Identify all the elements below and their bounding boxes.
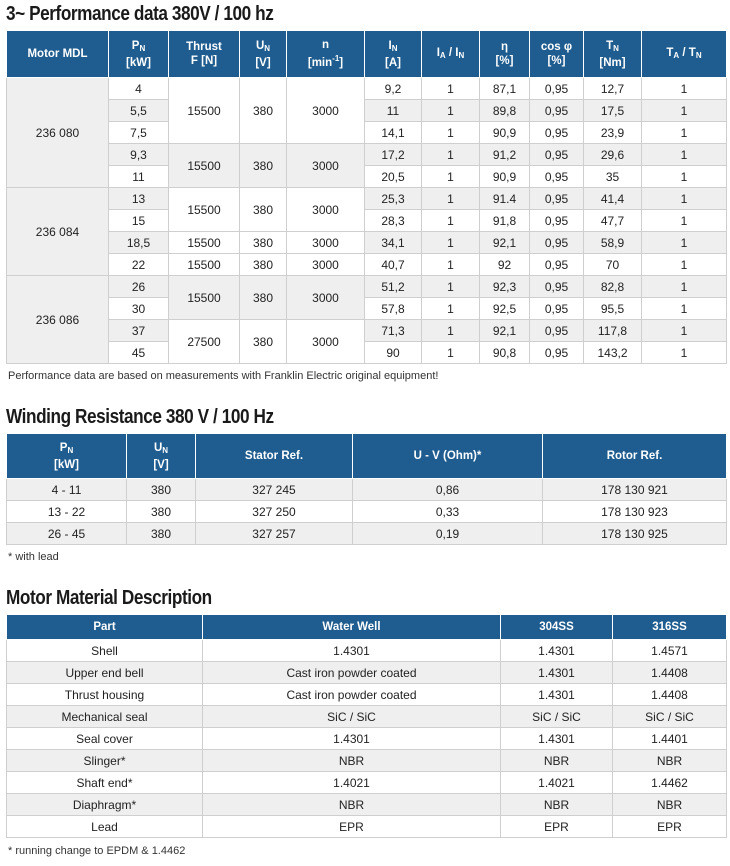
header-motor: Motor MDL — [7, 31, 109, 78]
eta-cell: 91,8 — [480, 210, 530, 232]
header-in: $I_N$ [A] — [365, 31, 422, 78]
un-cell: 380 — [240, 320, 287, 364]
power-cell: 18,5 — [109, 232, 169, 254]
material-ss304-cell: 1.4301 — [501, 640, 613, 662]
table-row — [7, 122, 727, 144]
ia-cell: 1 — [422, 166, 480, 188]
table-row — [7, 479, 727, 501]
eta-cell: 91,2 — [480, 144, 530, 166]
tn-cell: 70 — [584, 254, 642, 276]
winding-header-rotor: Rotor Ref. — [543, 434, 727, 479]
winding-header-pn: $P_N$ [kW] — [7, 434, 127, 479]
thrust-cell: 27500 — [169, 320, 240, 364]
material-ww-cell: Cast iron powder coated — [203, 662, 501, 684]
motor-model-cell: 236 084 — [7, 188, 109, 276]
in-cell: 51,2 — [365, 276, 422, 298]
winding-stator-cell: 327 250 — [196, 501, 353, 523]
tn-cell: 29,6 — [584, 144, 642, 166]
eta-cell: 92 — [480, 254, 530, 276]
winding-header-uv: U - V (Ohm)* — [353, 434, 543, 479]
ta-cell: 1 — [642, 122, 727, 144]
cos-cell: 0,95 — [530, 188, 584, 210]
ia-cell: 1 — [422, 320, 480, 342]
material-table — [6, 614, 727, 838]
winding-header-row — [7, 434, 727, 479]
material-ww-cell: 1.4301 — [203, 728, 501, 750]
tn-cell: 117,8 — [584, 320, 642, 342]
in-cell: 11 — [365, 100, 422, 122]
material-header-part: Part — [7, 615, 203, 640]
un-cell: 380 — [240, 254, 287, 276]
tn-cell: 41,4 — [584, 188, 642, 210]
winding-pn-cell: 13 - 22 — [7, 501, 127, 523]
ia-cell: 1 — [422, 342, 480, 364]
tn-cell: 35 — [584, 166, 642, 188]
material-ss316-cell: SiC / SiC — [613, 706, 727, 728]
header-tn: $T_N$ [Nm] — [584, 31, 642, 78]
material-ss316-cell: NBR — [613, 794, 727, 816]
material-part-cell: Mechanical seal — [7, 706, 203, 728]
power-cell: 13 — [109, 188, 169, 210]
header-speed: n $[\min^{-1}]$ — [287, 31, 365, 78]
material-ss316-cell: 1.4401 — [613, 728, 727, 750]
table-row — [7, 794, 727, 816]
ia-cell: 1 — [422, 298, 480, 320]
in-cell: 25,3 — [365, 188, 422, 210]
ia-cell: 1 — [422, 122, 480, 144]
thrust-cell: 15500 — [169, 78, 240, 144]
ta-cell: 1 — [642, 78, 727, 100]
cos-cell: 0,95 — [530, 320, 584, 342]
ta-cell: 1 — [642, 254, 727, 276]
power-cell: 4 — [109, 78, 169, 100]
winding-un-cell: 380 — [127, 479, 196, 501]
in-cell: 40,7 — [365, 254, 422, 276]
winding-rotor-cell: 178 130 923 — [543, 501, 727, 523]
tn-cell: 17,5 — [584, 100, 642, 122]
material-part-cell: Diaphragm* — [7, 794, 203, 816]
performance-body — [7, 78, 727, 364]
performance-table — [6, 30, 727, 364]
in-cell: 20,5 — [365, 166, 422, 188]
cos-cell: 0,95 — [530, 254, 584, 276]
material-ss304-cell: 1.4021 — [501, 772, 613, 794]
eta-cell: 89,8 — [480, 100, 530, 122]
in-cell: 17,2 — [365, 144, 422, 166]
table-row — [7, 523, 727, 545]
material-part-cell: Lead — [7, 816, 203, 838]
in-cell: 34,1 — [365, 232, 422, 254]
ia-cell: 1 — [422, 232, 480, 254]
ta-cell: 1 — [642, 188, 727, 210]
performance-title: 3~ Performance data 380V / 100 hz — [6, 3, 274, 25]
performance-header-row — [7, 31, 727, 78]
material-body — [7, 640, 727, 838]
table-row — [7, 662, 727, 684]
material-title: Motor Material Description — [6, 587, 212, 609]
material-ss316-cell: EPR — [613, 816, 727, 838]
thrust-cell: 15500 — [169, 144, 240, 188]
ia-cell: 1 — [422, 144, 480, 166]
material-part-cell: Upper end bell — [7, 662, 203, 684]
performance-note: Performance data are based on measurements with Franklin Electric original equipment! — [8, 370, 439, 382]
table-row — [7, 706, 727, 728]
cos-cell: 0,95 — [530, 144, 584, 166]
material-part-cell: Shaft end* — [7, 772, 203, 794]
power-cell: 7,5 — [109, 122, 169, 144]
winding-header-un: $U_N$ [V] — [127, 434, 196, 479]
winding-table — [6, 433, 727, 545]
un-cell: 380 — [240, 232, 287, 254]
material-ss304-cell: NBR — [501, 794, 613, 816]
material-ww-cell: SiC / SiC — [203, 706, 501, 728]
winding-un-cell: 380 — [127, 523, 196, 545]
tn-cell: 12,7 — [584, 78, 642, 100]
ia-cell: 1 — [422, 254, 480, 276]
header-eta: η [%] — [480, 31, 530, 78]
material-ww-cell: NBR — [203, 794, 501, 816]
material-ww-cell: EPR — [203, 816, 501, 838]
table-row — [7, 772, 727, 794]
ta-cell: 1 — [642, 298, 727, 320]
material-ww-cell: Cast iron powder coated — [203, 684, 501, 706]
material-ww-cell: 1.4021 — [203, 772, 501, 794]
winding-uv-cell: 0,86 — [353, 479, 543, 501]
eta-cell: 90,9 — [480, 166, 530, 188]
header-ia-in: $I_A / I_N$ — [422, 31, 480, 78]
material-ss316-cell: 1.4408 — [613, 662, 727, 684]
material-ss316-cell: 1.4462 — [613, 772, 727, 794]
material-ss304-cell: EPR — [501, 816, 613, 838]
table-row — [7, 276, 727, 298]
material-ss304-cell: NBR — [501, 750, 613, 772]
power-cell: 45 — [109, 342, 169, 364]
motor-model-cell: 236 080 — [7, 78, 109, 188]
power-cell: 5,5 — [109, 100, 169, 122]
thrust-cell: 15500 — [169, 232, 240, 254]
eta-cell: 90,9 — [480, 122, 530, 144]
winding-body — [7, 479, 727, 545]
un-cell: 380 — [240, 188, 287, 232]
ta-cell: 1 — [642, 144, 727, 166]
material-part-cell: Seal cover — [7, 728, 203, 750]
n-cell: 3000 — [287, 144, 365, 188]
tn-cell: 95,5 — [584, 298, 642, 320]
tn-cell: 23,9 — [584, 122, 642, 144]
thrust-cell: 15500 — [169, 254, 240, 276]
power-cell: 37 — [109, 320, 169, 342]
table-row — [7, 501, 727, 523]
n-cell: 3000 — [287, 276, 365, 320]
material-part-cell: Shell — [7, 640, 203, 662]
table-row — [7, 320, 727, 342]
material-part-cell: Thrust housing — [7, 684, 203, 706]
table-row — [7, 728, 727, 750]
in-cell: 71,3 — [365, 320, 422, 342]
tn-cell: 58,9 — [584, 232, 642, 254]
material-header-304ss: 304SS — [501, 615, 613, 640]
material-ww-cell: NBR — [203, 750, 501, 772]
ta-cell: 1 — [642, 232, 727, 254]
tn-cell: 82,8 — [584, 276, 642, 298]
table-row — [7, 750, 727, 772]
table-row — [7, 78, 727, 100]
table-row — [7, 100, 727, 122]
winding-pn-cell: 4 - 11 — [7, 479, 127, 501]
table-row — [7, 684, 727, 706]
table-row — [7, 254, 727, 276]
power-cell: 30 — [109, 298, 169, 320]
material-header-row — [7, 615, 727, 640]
ia-cell: 1 — [422, 78, 480, 100]
table-row — [7, 166, 727, 188]
header-pn: $P_N$ [kW] — [109, 31, 169, 78]
header-un: $U_N$ [V] — [240, 31, 287, 78]
material-ss316-cell: NBR — [613, 750, 727, 772]
winding-title: Winding Resistance 380 V / 100 Hz — [6, 406, 274, 428]
tn-cell: 47,7 — [584, 210, 642, 232]
ia-cell: 1 — [422, 188, 480, 210]
in-cell: 90 — [365, 342, 422, 364]
winding-rotor-cell: 178 130 921 — [543, 479, 727, 501]
cos-cell: 0,95 — [530, 78, 584, 100]
ia-cell: 1 — [422, 276, 480, 298]
ia-cell: 1 — [422, 100, 480, 122]
ta-cell: 1 — [642, 100, 727, 122]
in-cell: 28,3 — [365, 210, 422, 232]
ta-cell: 1 — [642, 276, 727, 298]
winding-header-stator: Stator Ref. — [196, 434, 353, 479]
n-cell: 3000 — [287, 254, 365, 276]
in-cell: 9,2 — [365, 78, 422, 100]
cos-cell: 0,95 — [530, 122, 584, 144]
eta-cell: 92,1 — [480, 320, 530, 342]
ta-cell: 1 — [642, 342, 727, 364]
n-cell: 3000 — [287, 188, 365, 232]
n-cell: 3000 — [287, 320, 365, 364]
material-ss316-cell: 1.4408 — [613, 684, 727, 706]
material-note: * running change to EPDM & 1.4462 — [8, 845, 186, 857]
motor-model-cell: 236 086 — [7, 276, 109, 364]
winding-un-cell: 380 — [127, 501, 196, 523]
material-ss304-cell: 1.4301 — [501, 662, 613, 684]
table-row — [7, 144, 727, 166]
table-row — [7, 640, 727, 662]
material-ss304-cell: 1.4301 — [501, 684, 613, 706]
un-cell: 380 — [240, 276, 287, 320]
material-ss304-cell: SiC / SiC — [501, 706, 613, 728]
n-cell: 3000 — [287, 78, 365, 144]
thrust-cell: 15500 — [169, 188, 240, 232]
eta-cell: 91.4 — [480, 188, 530, 210]
header-ta-tn: $T_A / T_N$ — [642, 31, 727, 78]
power-cell: 11 — [109, 166, 169, 188]
material-header-316ss: 316SS — [613, 615, 727, 640]
power-cell: 26 — [109, 276, 169, 298]
power-cell: 22 — [109, 254, 169, 276]
winding-uv-cell: 0,33 — [353, 501, 543, 523]
header-cos: cos φ [%] — [530, 31, 584, 78]
eta-cell: 90,8 — [480, 342, 530, 364]
table-row — [7, 188, 727, 210]
ia-cell: 1 — [422, 210, 480, 232]
material-part-cell: Slinger* — [7, 750, 203, 772]
power-cell: 15 — [109, 210, 169, 232]
eta-cell: 87,1 — [480, 78, 530, 100]
in-cell: 14,1 — [365, 122, 422, 144]
in-cell: 57,8 — [365, 298, 422, 320]
cos-cell: 0,95 — [530, 166, 584, 188]
header-thrust: Thrust F [N] — [169, 31, 240, 78]
tn-cell: 143,2 — [584, 342, 642, 364]
cos-cell: 0,95 — [530, 342, 584, 364]
winding-stator-cell: 327 257 — [196, 523, 353, 545]
cos-cell: 0,95 — [530, 232, 584, 254]
table-row — [7, 210, 727, 232]
cos-cell: 0,95 — [530, 210, 584, 232]
table-row — [7, 816, 727, 838]
un-cell: 380 — [240, 144, 287, 188]
eta-cell: 92,5 — [480, 298, 530, 320]
n-cell: 3000 — [287, 232, 365, 254]
winding-stator-cell: 327 245 — [196, 479, 353, 501]
cos-cell: 0,95 — [530, 276, 584, 298]
winding-rotor-cell: 178 130 925 — [543, 523, 727, 545]
material-ss316-cell: 1.4571 — [613, 640, 727, 662]
table-row — [7, 298, 727, 320]
ta-cell: 1 — [642, 166, 727, 188]
winding-pn-cell: 26 - 45 — [7, 523, 127, 545]
table-row — [7, 342, 727, 364]
material-ww-cell: 1.4301 — [203, 640, 501, 662]
material-header-water-well: Water Well — [203, 615, 501, 640]
winding-note: * with lead — [8, 551, 59, 563]
thrust-cell: 15500 — [169, 276, 240, 320]
material-ss304-cell: 1.4301 — [501, 728, 613, 750]
cos-cell: 0,95 — [530, 298, 584, 320]
eta-cell: 92,3 — [480, 276, 530, 298]
table-row — [7, 232, 727, 254]
winding-uv-cell: 0,19 — [353, 523, 543, 545]
ta-cell: 1 — [642, 210, 727, 232]
power-cell: 9,3 — [109, 144, 169, 166]
eta-cell: 92,1 — [480, 232, 530, 254]
un-cell: 380 — [240, 78, 287, 144]
ta-cell: 1 — [642, 320, 727, 342]
cos-cell: 0,95 — [530, 100, 584, 122]
